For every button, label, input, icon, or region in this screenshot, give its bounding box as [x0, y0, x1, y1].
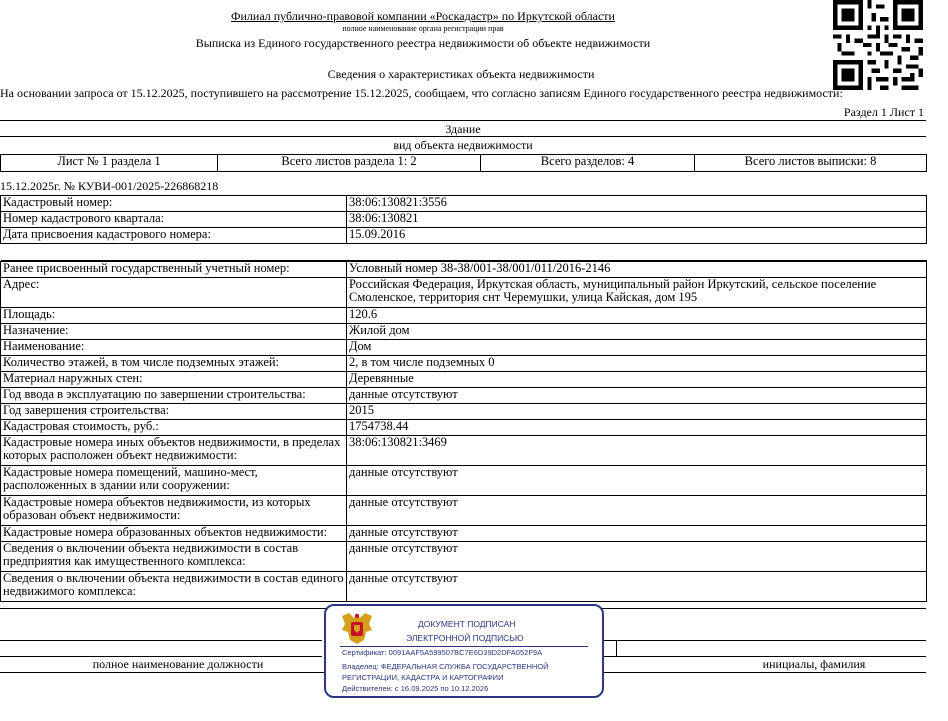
sections-total: Всего разделов: 4	[481, 155, 695, 172]
field-row	[1, 572, 927, 602]
field-row	[1, 278, 927, 308]
field-row	[1, 542, 927, 572]
field-value: 38:06:130821	[347, 212, 927, 228]
field-row	[1, 212, 927, 228]
electronic-signature-stamp	[324, 604, 604, 698]
field-label: Кадастровая стоимость, руб.:	[1, 420, 347, 436]
field-row	[1, 372, 927, 388]
field-label: Кадастровые номера помещений, машино-мест, расположенных в здании или сооружении:	[1, 466, 347, 496]
field-value: данные отсутствуют	[347, 572, 927, 602]
stamp-owner-2: РЕГИСТРАЦИИ, КАДАСТРА И КАРТОГРАФИИ	[342, 673, 504, 682]
field-row	[1, 420, 927, 436]
field-value: данные отсутствуют	[347, 466, 927, 496]
field-row	[1, 324, 927, 340]
field-label: Количество этажей, в том числе подземных этажей:	[1, 356, 347, 372]
field-value: данные отсутствуют	[347, 388, 927, 404]
field-label: Материал наружных стен:	[1, 372, 347, 388]
stamp-line-1: ДОКУМЕНТ ПОДПИСАН	[418, 619, 516, 629]
field-row	[1, 388, 927, 404]
object-kind-caption: вид объекта недвижимости	[393, 138, 533, 152]
field-value: 2015	[347, 404, 927, 420]
field-label: Год ввода в эксплуатацию по завершении строительства:	[1, 388, 347, 404]
field-value: 2, в том числе подземных 0	[347, 356, 927, 372]
field-label: Дата присвоения кадастрового номера:	[1, 228, 347, 244]
field-value: Дом	[347, 340, 927, 356]
object-kind: Здание	[445, 122, 481, 136]
field-value: данные отсутствуют	[347, 526, 927, 542]
stamp-owner-1: Владелец: ФЕДЕРАЛЬНАЯ СЛУЖБА ГОСУДАРСТВЕННОЙ	[342, 662, 549, 671]
field-value: данные отсутствуют	[347, 496, 927, 526]
extract-sheets-total: Всего листов выписки: 8	[695, 155, 927, 172]
stamp-certificate: Сертификат: 0091AAF5A599507BC7E6D39D2DFA052F9A	[342, 648, 543, 657]
field-label: Сведения о включении объекта недвижимости в состав единого недвижимого комплекса:	[1, 572, 347, 602]
section-sheet-label: Раздел 1 Лист 1	[843, 105, 924, 119]
field-label: Площадь:	[1, 308, 347, 324]
sheet-number: Лист № 1 раздела 1	[1, 155, 218, 172]
organization-name: Филиал публично-правовой компании «Роскадастр» по Иркутской области	[231, 9, 615, 23]
field-row	[1, 466, 927, 496]
field-row	[1, 436, 927, 466]
field-label: Кадастровый номер:	[1, 196, 347, 212]
field-label: Кадастровые номера иных объектов недвижимости, в пределах которых расположен объект недвижимости:	[1, 436, 347, 466]
field-label: Кадастровые номера объектов недвижимости, из которых образован объект недвижимости:	[1, 496, 347, 526]
field-row	[1, 262, 927, 278]
field-value: Деревянные	[347, 372, 927, 388]
field-row	[1, 308, 927, 324]
field-label: Номер кадастрового квартала:	[1, 212, 347, 228]
coat-of-arms-icon	[340, 610, 374, 646]
field-label: Сведения о включении объекта недвижимости в состав предприятия как имущественного комплекса:	[1, 542, 347, 572]
field-label: Наименование:	[1, 340, 347, 356]
field-row	[1, 526, 927, 542]
sheet-info-table	[0, 154, 927, 172]
field-label: Год завершения строительства:	[1, 404, 347, 420]
field-row	[1, 496, 927, 526]
section-title: Сведения о характеристиках объекта недвижимости	[327, 67, 595, 81]
spacer-row	[1, 244, 927, 261]
field-value: данные отсутствуют	[347, 542, 927, 572]
field-label: Адрес:	[1, 278, 347, 308]
field-value: Российская Федерация, Иркутская область, муниципальный район Иркутский, сельское поселение Смоленское, территория снт Черемушки, улица Кайская, дом 195	[347, 278, 927, 308]
document-number: 15.12.2025г. № КУВИ-001/2025-226868218	[0, 179, 219, 193]
section-sheets-total: Всего листов раздела 1: 2	[218, 155, 481, 172]
field-value: 120.6	[347, 308, 927, 324]
request-intro: На основании запроса от 15.12.2025, поступившего на рассмотрение 15.12.2025, сообщаем, что согласно записям Единого государственного реестра недвижимости:	[0, 86, 843, 100]
position-caption: полное наименование должности	[92, 657, 264, 671]
field-row	[1, 340, 927, 356]
field-row	[1, 404, 927, 420]
field-row	[1, 228, 927, 244]
stamp-valid: Действителен: с 16.09.2025 по 10.12.2026	[342, 684, 489, 693]
organization-caption: полное наименование органа регистрации прав	[342, 24, 504, 33]
field-value: 1754738.44	[347, 420, 927, 436]
field-value: Условный номер 38-38/001-38/001/011/2016-2146	[347, 262, 927, 278]
field-label: Ранее присвоенный государственный учетный номер:	[1, 262, 347, 278]
field-row	[1, 196, 927, 212]
field-value: 38:06:130821:3556	[347, 196, 927, 212]
name-caption: инициалы, фамилия	[762, 657, 866, 671]
field-value: 38:06:130821:3469	[347, 436, 927, 466]
stamp-line-2: ЭЛЕКТРОННОЙ ПОДПИСЬЮ	[406, 633, 524, 643]
field-label: Назначение:	[1, 324, 347, 340]
cadastral-fields-table	[0, 195, 927, 261]
document-title: Выписка из Единого государственного реестра недвижимости об объекте недвижимости	[195, 36, 651, 50]
field-value: Жилой дом	[347, 324, 927, 340]
characteristics-table	[0, 261, 927, 602]
field-row	[1, 356, 927, 372]
field-label: Кадастровые номера образованных объектов недвижимости:	[1, 526, 347, 542]
field-value: 15.09.2016	[347, 228, 927, 244]
